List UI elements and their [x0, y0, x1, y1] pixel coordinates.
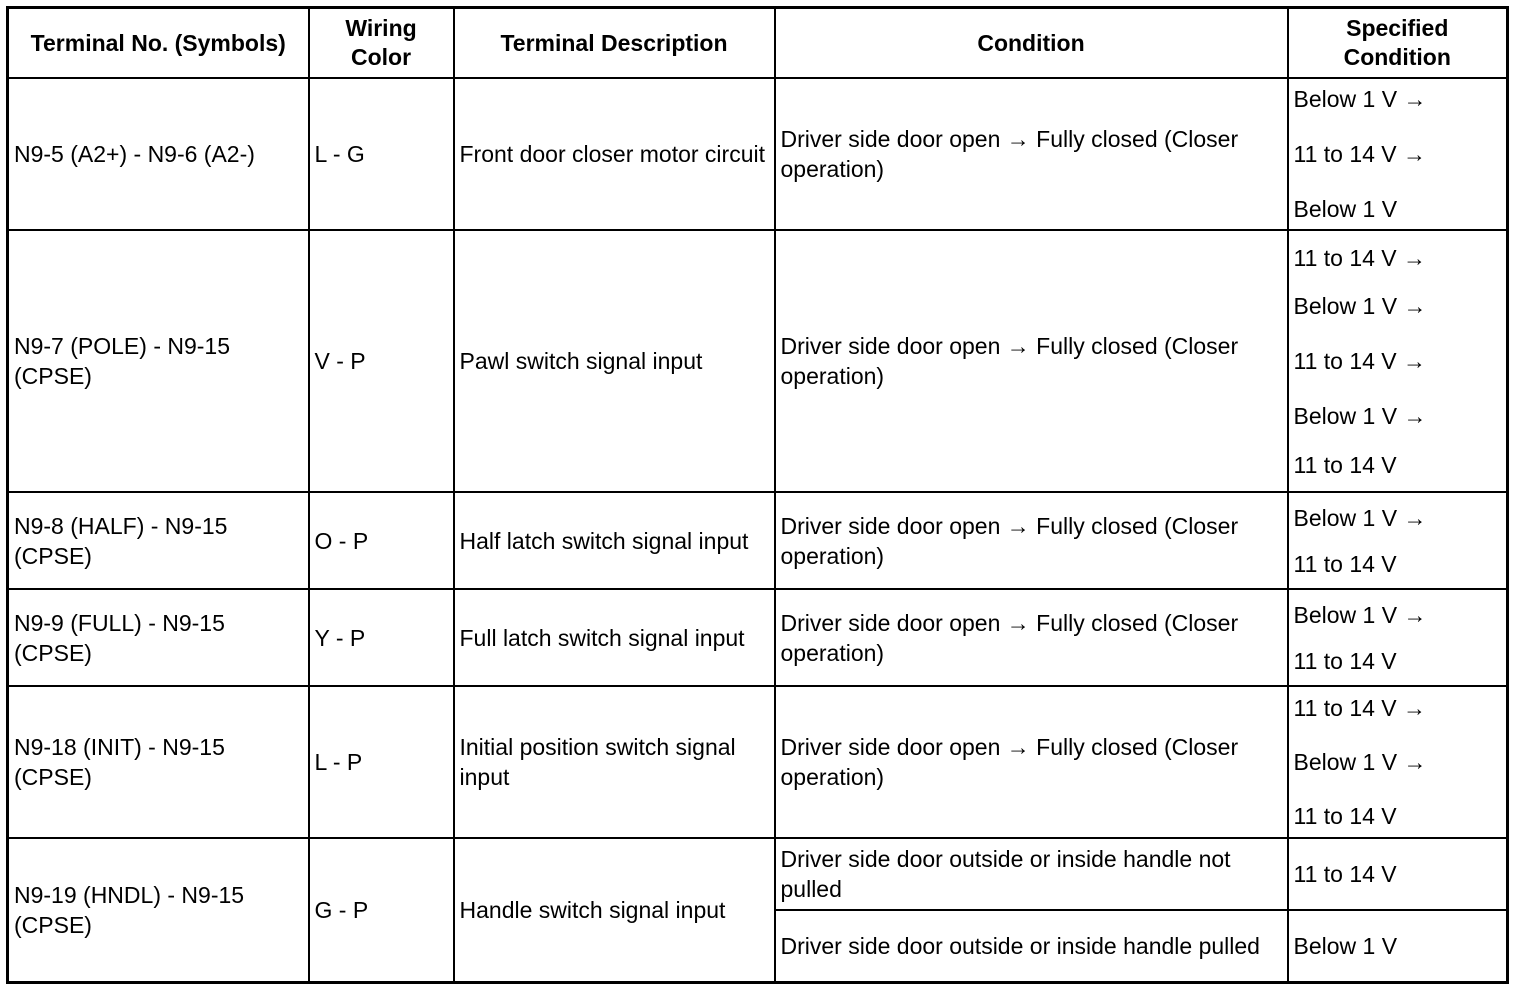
- condition-cell: Driver side door open → Fully closed (Closer operation): [775, 589, 1288, 686]
- condition-cell: Driver side door open → Fully closed (Closer operation): [775, 78, 1288, 230]
- table-row: [8, 838, 1508, 910]
- terminal-cell: N9-9 (FULL) - N9-15 (CPSE): [8, 589, 309, 686]
- wiring-color-cell: O - P: [309, 492, 454, 589]
- terminal-cell: N9-18 (INIT) - N9-15 (CPSE): [8, 686, 309, 838]
- header-specified-condition: Specified Condition: [1288, 8, 1508, 79]
- description-cell: Front door closer motor circuit: [454, 78, 775, 230]
- specified-condition-cell: [1288, 230, 1508, 492]
- table-row: [8, 686, 1508, 838]
- specified-condition-cell: 11 to 14 V: [1288, 838, 1508, 910]
- header-row: [8, 8, 1508, 79]
- spec-value: Below 1 V: [1293, 196, 1398, 222]
- wiring-color-cell: G - P: [309, 838, 454, 982]
- header-wiring-color: Wiring Color: [309, 8, 454, 79]
- spec-value: 11 to 14 V →: [1293, 141, 1427, 167]
- table-row: [8, 492, 1508, 589]
- spec-value: 11 to 14 V: [1293, 647, 1397, 674]
- specified-condition-cell: [1288, 78, 1508, 230]
- header-terminal: Terminal No. (Symbols): [8, 8, 309, 79]
- spec-value: Below 1 V →: [1293, 402, 1427, 429]
- terminal-cell: N9-19 (HNDL) - N9-15 (CPSE): [8, 838, 309, 982]
- spec-value: 11 to 14 V →: [1293, 244, 1427, 271]
- terminal-cell: N9-8 (HALF) - N9-15 (CPSE): [8, 492, 309, 589]
- condition-cell: Driver side door open → Fully closed (Closer operation): [775, 492, 1288, 589]
- specified-condition-cell: [1288, 686, 1508, 838]
- spec-value: Below 1 V →: [1293, 86, 1427, 112]
- wiring-color-cell: V - P: [309, 230, 454, 492]
- condition-cell: Driver side door outside or inside handle not pulled: [775, 838, 1288, 910]
- condition-cell: Driver side door open → Fully closed (Closer operation): [775, 230, 1288, 492]
- wiring-color-cell: L - P: [309, 686, 454, 838]
- spec-value: 11 to 14 V: [1293, 550, 1397, 577]
- description-cell: Handle switch signal input: [454, 838, 775, 982]
- spec-value: Below 1 V →: [1293, 292, 1427, 319]
- spec-value: Below 1 V →: [1293, 601, 1427, 628]
- condition-cell: Driver side door outside or inside handle pulled: [775, 910, 1288, 982]
- spec-value: 11 to 14 V: [1293, 451, 1397, 478]
- wiring-color-cell: L - G: [309, 78, 454, 230]
- header-terminal-description: Terminal Description: [454, 8, 775, 79]
- description-cell: Full latch switch signal input: [454, 589, 775, 686]
- spec-value: Below 1 V →: [1293, 504, 1427, 531]
- description-cell: Half latch switch signal input: [454, 492, 775, 589]
- wiring-color-cell: Y - P: [309, 589, 454, 686]
- table-row: [8, 589, 1508, 686]
- spec-value: 11 to 14 V →: [1293, 695, 1427, 721]
- terminal-table: [6, 6, 1509, 984]
- spec-value: 11 to 14 V →: [1293, 347, 1427, 374]
- specified-condition-cell: [1288, 589, 1508, 686]
- condition-cell: Driver side door open → Fully closed (Closer operation): [775, 686, 1288, 838]
- description-cell: Pawl switch signal input: [454, 230, 775, 492]
- specified-condition-cell: [1288, 492, 1508, 589]
- header-condition: Condition: [775, 8, 1288, 79]
- spec-value: 11 to 14 V: [1293, 803, 1397, 829]
- table-row: [8, 230, 1508, 492]
- specified-condition-cell: Below 1 V: [1288, 910, 1508, 982]
- description-cell: Initial position switch signal input: [454, 686, 775, 838]
- spec-value: Below 1 V →: [1293, 749, 1427, 775]
- table-row: [8, 78, 1508, 230]
- terminal-cell: N9-5 (A2+) - N9-6 (A2-): [8, 78, 309, 230]
- terminal-cell: N9-7 (POLE) - N9-15 (CPSE): [8, 230, 309, 492]
